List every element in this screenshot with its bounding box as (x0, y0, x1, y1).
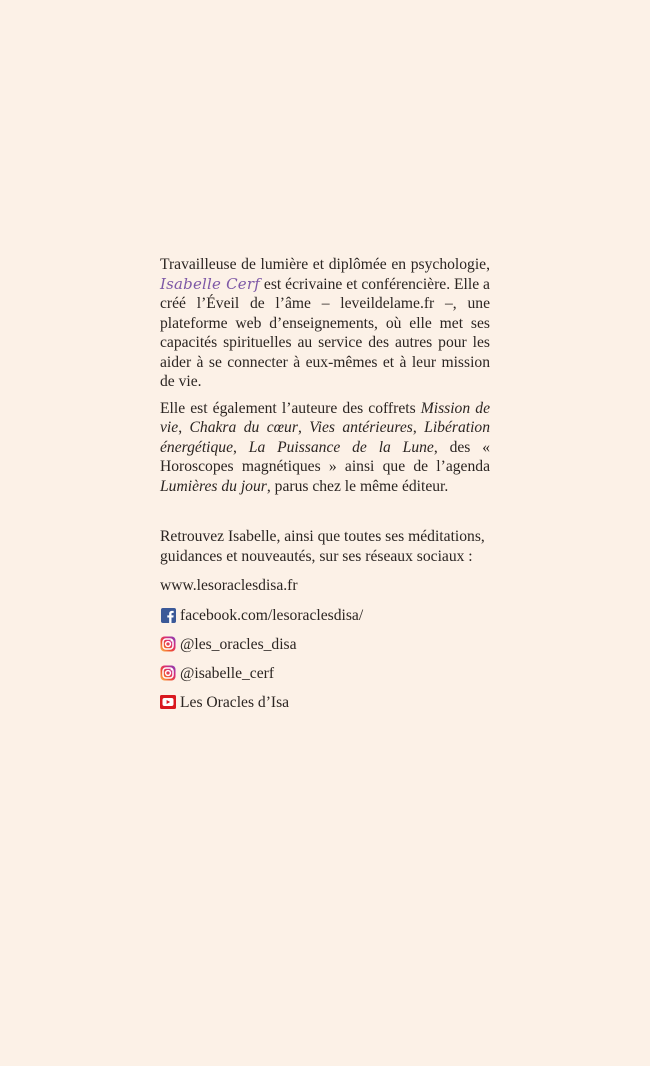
youtube-icon (160, 694, 176, 710)
book-title: Libération énergétique (160, 419, 491, 456)
instagram-icon (160, 665, 176, 681)
instagram-link-2[interactable] (160, 664, 490, 684)
facebook-icon (160, 607, 176, 623)
bio-text: est écrivaine et conférencière. Elle a créé l’Éveil de l’âme – leveildelame.fr –, une plateforme web d’enseignements, où elle met ses capacités spirituelles au service des autres pour les aider à se connecter à eux-mêmes et à leur mission de vie. (160, 275, 490, 390)
instagram-link-1[interactable] (160, 635, 490, 655)
book-title: Chakra du cœur (189, 419, 298, 436)
separator: , (178, 419, 190, 436)
book-title: Lumières du jour (160, 477, 267, 495)
book-title: Mission de vie (160, 399, 490, 436)
youtube-link-text: Les Oracles d’Isa (180, 693, 290, 711)
social-section (160, 527, 490, 712)
separator: , (233, 438, 249, 456)
separator: , (297, 419, 310, 436)
book-title: La Puissance de la Lune (248, 438, 434, 456)
author-name: Isabelle Cerf (160, 274, 260, 293)
facebook-link-text: facebook.com/lesoraclesdisa/ (180, 606, 364, 624)
facebook-link[interactable] (160, 606, 490, 626)
youtube-link[interactable] (160, 693, 490, 713)
instagram-icon (160, 636, 176, 652)
bio-text: Travailleuse de lumière et diplômée en psychologie, (160, 256, 490, 273)
bio-paragraph-2 (160, 399, 490, 497)
social-links-list (160, 606, 490, 713)
instagram-link-text: @isabelle_cerf (180, 664, 275, 682)
bio-text: Elle est également l’auteure des coffrets (160, 399, 421, 417)
website-link[interactable]: www.lesoraclesdisa.fr (160, 577, 298, 594)
bio-text: , des « Horoscopes magnétiques » ainsi que de l’agenda (160, 438, 490, 475)
bio-text: , parus chez le même éditeur. (266, 477, 449, 495)
book-title: Vies antérieures (309, 419, 413, 436)
social-intro: Retrouvez Isabelle, ainsi que toutes ses méditations, guidances et nouveautés, sur ses réseaux sociaux : (160, 528, 485, 565)
bio-paragraph-1 (160, 255, 490, 392)
separator: , (412, 419, 425, 436)
author-bio-column (160, 255, 490, 722)
instagram-link-text: @les_oracles_disa (180, 635, 297, 653)
